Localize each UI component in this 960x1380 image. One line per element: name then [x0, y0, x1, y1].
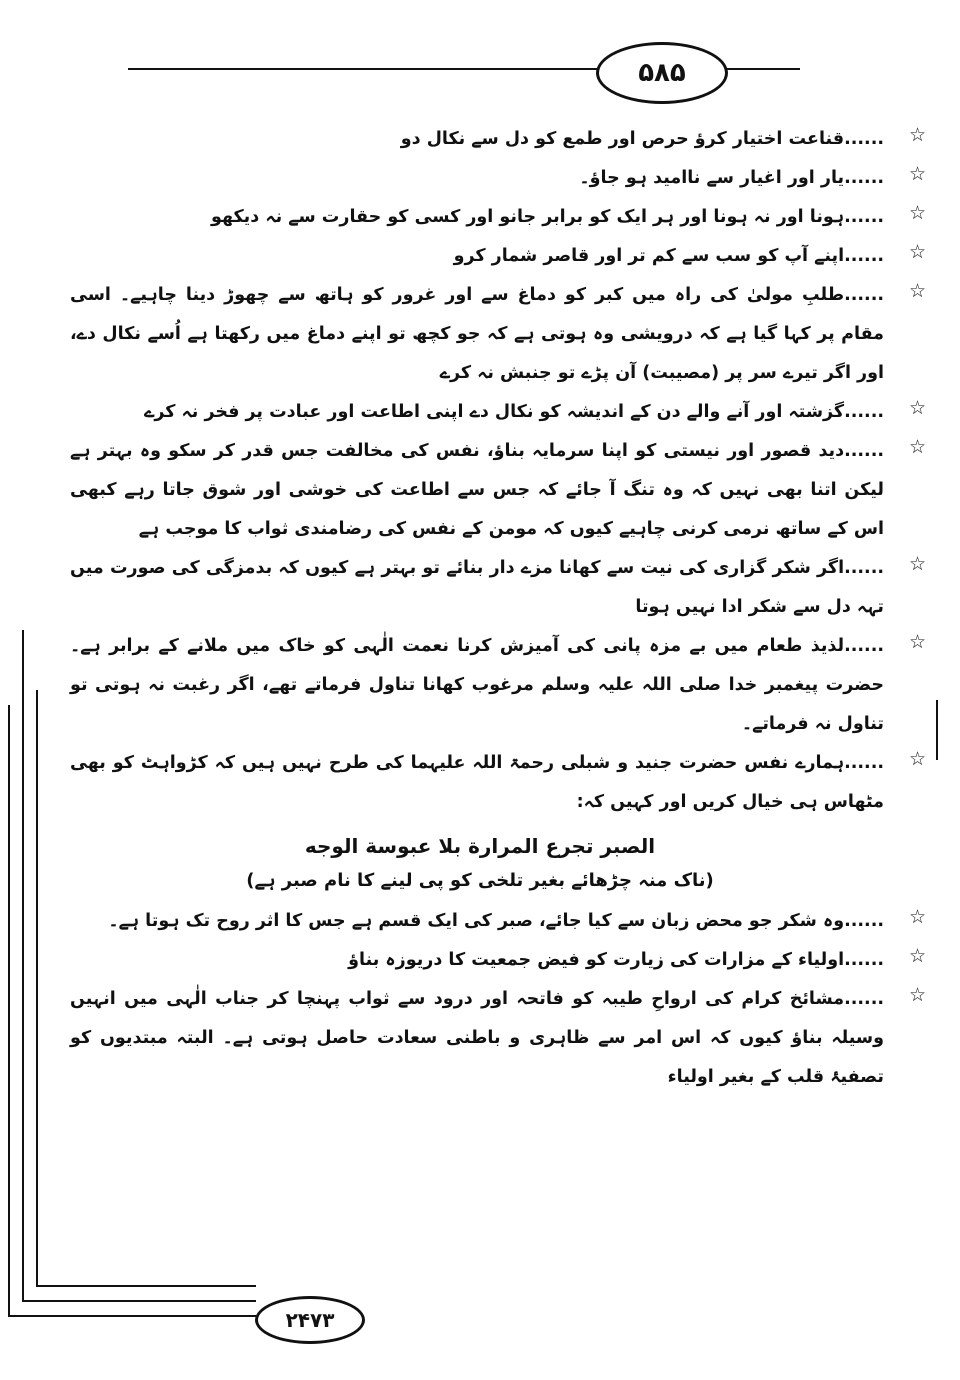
list-item-text: ......ہمارے نفس حضرت جنید و شبلی رحمۃ اللہ علیہما کی طرح نہیں ہیں کہ کڑواہٹ کو بھی مٹھاس ہی خیال کریں اور کہیں کہ: [70, 753, 884, 812]
list-item-text: ......طلبِ مولیٰ کی راہ میں کبر کو دماغ سے اور غرور کو ہاتھ سے چھوڑ دینا چاہیے۔ اسی مقام پر کہا گیا ہے کہ درویشی وہ ہوتی ہے کہ جو کچھ تو اپنے دماغ میں رکھتا ہے اُسے نکال دے، اور اگر تیرے سر پر (مصیبت) آن پڑے تو جنبش نہ کرے [70, 285, 884, 383]
list-item-text: ......اپنے آپ کو سب سے کم تر اور قاصر شمار کرو [453, 246, 884, 266]
star-icon: ☆ [908, 397, 926, 419]
list-item-text: ......وہ شکر جو محض زبان سے کیا جائے، صبر کی ایک قسم ہے جس کا اثر روح تک ہوتا ہے۔ [108, 911, 884, 931]
bottom-border-outer [8, 1315, 256, 1317]
star-icon: ☆ [908, 241, 926, 263]
list-item [70, 120, 926, 159]
quote-translation: (ناک منہ چڑھائے بغیر تلخی کو پی لینے کا نام صبر ہے) [246, 870, 714, 891]
list-item-text: ......یار اور اغیار سے ناامید ہو جاؤ۔ [579, 168, 884, 188]
list-item-text: ......قناعت اختیار کرؤ حرص اور طمع کو دل سے نکال دو [400, 129, 884, 149]
star-icon: ☆ [908, 553, 926, 575]
star-icon: ☆ [908, 748, 926, 770]
list-item [70, 198, 926, 237]
bottom-border-middle [22, 1300, 256, 1302]
list-item [70, 902, 926, 941]
list-item-text: ......اگر شکر گزاری کی نیت سے کھانا مزے دار بنائے تو بہتر ہے کیوں کہ بدمزگی کی صورت میں تہہ دل سے شکر ادا نہیں ہوتا [70, 558, 884, 617]
list-item [70, 276, 926, 393]
page-number-top: ۵۸۵ [596, 42, 728, 104]
list-item [70, 549, 926, 627]
star-icon: ☆ [908, 124, 926, 146]
list-item [70, 980, 926, 1097]
left-border-outer [8, 705, 10, 1315]
list-item-text: ......مشائخ کرام کی ارواحِ طیبہ کو فاتحہ اور درود سے ثواب پہنچا کر جناب الٰہی میں انہیں وسیلہ بناؤ کیوں کہ اس امر سے ظاہری و باطنی سعادت حاصل ہوتی ہے۔ البتہ مبتدیوں کو تصفیۂ قلب کے بغیر اولیاء [70, 989, 884, 1087]
list-item [70, 159, 926, 198]
list-item [70, 744, 926, 822]
left-border-inner [36, 690, 38, 1285]
list-item [70, 627, 926, 744]
list-item [70, 432, 926, 549]
star-icon: ☆ [908, 163, 926, 185]
star-icon: ☆ [908, 984, 926, 1006]
bottom-border-inner [36, 1285, 256, 1287]
list-item-text: ......ہونا اور نہ ہونا اور ہر ایک کو برابر جانو اور کسی کو حقارت سے نہ دیکھو [210, 207, 884, 227]
page-number-bottom: ۲۴۷۳ [255, 1296, 365, 1344]
left-border-middle [22, 630, 24, 1300]
list-item [70, 237, 926, 276]
star-icon: ☆ [908, 280, 926, 302]
list-item [70, 941, 926, 980]
star-icon: ☆ [908, 631, 926, 653]
top-border-line-right [720, 68, 800, 70]
star-icon: ☆ [908, 436, 926, 458]
list-item-text: ......اولیاء کے مزارات کی زیارت کو فیض جمعیت کا دریوزہ بناؤ [348, 950, 884, 970]
list-item-text: ......دید قصور اور نیستی کو اپنا سرمایہ بناؤ، نفس کی مخالفت جس قدر کر سکو وہ بہتر ہے لیکن اتنا بھی نہیں کہ وہ تنگ آ جائے کہ جس سے اطاعت کی خوشی اور شوق جاتا رہے کبھی اس کے ساتھ نرمی کرنی چاہیے کیوں کہ مومن کے نفس کی رضامندی ثواب کا موجب ہے [70, 441, 884, 539]
star-icon: ☆ [908, 945, 926, 967]
star-icon: ☆ [908, 906, 926, 928]
list-item [70, 393, 926, 432]
list-item-text: ......گزشتہ اور آنے والے دن کے اندیشہ کو نکال دے اپنی اطاعت اور عبادت پر فخر نہ کرے [144, 402, 884, 422]
arabic-quote: الصبر تجرع المرارة بلا عبوسة الوجه [304, 834, 656, 858]
list-item-text: ......لذیذ طعام میں بے مزہ پانی کی آمیزش کرنا نعمت الٰہی کو خاک میں ملانے کے برابر ہے۔ حضرت پیغمبر خدا صلی اللہ علیہ وسلم مرغوب کھانا تناول فرماتے تھے، اگر رغبت نہ ہوتی تو تناول نہ فرماتے۔ [70, 636, 884, 734]
top-border-line-left [128, 68, 598, 70]
right-border-tick [936, 700, 938, 760]
page-content [70, 118, 926, 1097]
star-icon: ☆ [908, 202, 926, 224]
